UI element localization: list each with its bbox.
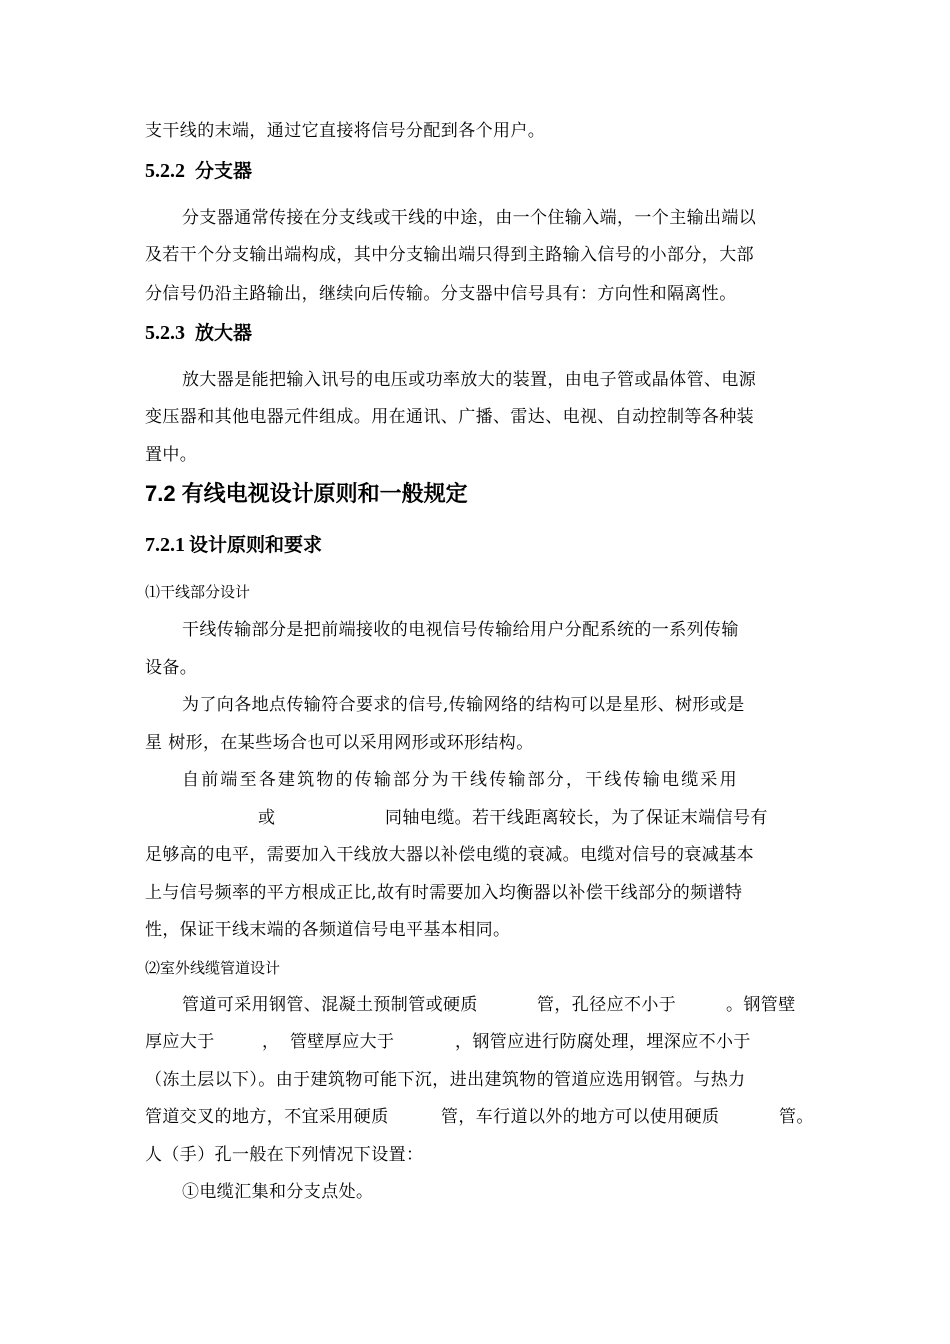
paragraph-line: （冻土层以下）。由于建筑物可能下沉，进出建筑物的管道应选用钢管。与热力 [145, 1070, 746, 1090]
list-item-heading: ⑴干线部分设计 [145, 583, 251, 601]
paragraph-fragment: 管道交叉的地方，不宜采用硬质 [145, 1107, 389, 1127]
paragraph-line: 支干线的末端，通过它直接将信号分配到各个用户。 [145, 121, 546, 141]
paragraph-fragment: 管，车行道以外的地方可以使用硬质 [441, 1107, 720, 1127]
paragraph-line: 置中。 [145, 445, 198, 465]
section-heading-5-2-3 [145, 320, 252, 346]
section-heading-5-2-2 [145, 158, 252, 184]
paragraph-line: 及若干个分支输出端构成，其中分支输出端只得到主路输入信号的小部分，大部 [145, 245, 754, 265]
paragraph-line: ①电缆汇集和分支点处。 [182, 1182, 374, 1202]
paragraph-line: 设备。 [145, 658, 198, 678]
paragraph-fragment: ， [262, 1032, 280, 1052]
paragraph-fragment: ，钢管应进行防腐处理，埋深应不小于 [455, 1032, 751, 1052]
paragraph-fragment: 管道可采用钢管、混凝土预制管或硬质 [182, 995, 478, 1015]
paragraph-fragment: 管。 [779, 1107, 814, 1127]
list-item-heading: ⑵室外线缆管道设计 [145, 959, 281, 977]
section-title: 放大器 [195, 322, 253, 344]
paragraph-line: 分支器通常传接在分支线或干线的中途，由一个住输入端，一个主输出端以 [182, 208, 757, 228]
paragraph-line: 上与信号频率的平方根成正比,故有时需要加入均衡器以补偿干线部分的频谱特 [145, 883, 743, 903]
section-number: 7.2 [145, 481, 176, 506]
paragraph-fragment: 管壁厚应大于 [290, 1032, 395, 1052]
section-title: 有线电视设计原则和一般规定 [181, 482, 468, 507]
paragraph-fragment: 厚应大于 [145, 1032, 215, 1052]
paragraph-line: 分信号仍沿主路输出，继续向后传输。分支器中信号具有：方向性和隔离性。 [145, 284, 737, 304]
paragraph-line: 星 树形，在某些场合也可以采用网形或环形结构。 [145, 733, 534, 753]
section-title: 分支器 [195, 160, 253, 182]
paragraph-line: 足够高的电平，需要加入干线放大器以补偿电缆的衰减。电缆对信号的衰减基本 [145, 845, 754, 865]
paragraph-fragment: 。钢管壁 [726, 995, 796, 1015]
paragraph-fragment: 同轴电缆。若干线距离较长，为了保证末端信号有 [385, 808, 768, 828]
paragraph-line: 干线传输部分是把前端接收的电视信号传输给用户分配系统的一系列传输 [182, 620, 739, 640]
section-number: 5.2.3 [145, 322, 185, 344]
paragraph-line: 人（手）孔一般在下列情况下设置： [145, 1145, 424, 1165]
section-number: 7.2.1 [145, 534, 185, 556]
paragraph-line: 为了向各地点传输符合要求的信号,传输网络的结构可以是星形、树形或是 [182, 695, 745, 715]
section-title: 设计原则和要求 [189, 534, 323, 556]
paragraph-fragment: 管，孔径应不小于 [537, 995, 677, 1015]
paragraph-line: 放大器是能把输入讯号的电压或功率放大的装置，由电子管或晶体管、电源 [182, 370, 757, 390]
paragraph-line: 性，保证干线末端的各频道信号电平基本相同。 [145, 920, 511, 940]
section-number: 5.2.2 [145, 160, 185, 182]
section-heading-7-2-1 [145, 531, 322, 559]
paragraph-line: 变压器和其他电器元件组成。用在通讯、广播、雷达、电视、自动控制等各种装 [145, 407, 754, 427]
section-heading-7-2 [145, 479, 468, 510]
paragraph-line: 自前端至各建筑物的传输部分为干线传输部分，干线传输电缆采用 [182, 770, 739, 790]
paragraph-fragment: 或 [258, 808, 276, 828]
